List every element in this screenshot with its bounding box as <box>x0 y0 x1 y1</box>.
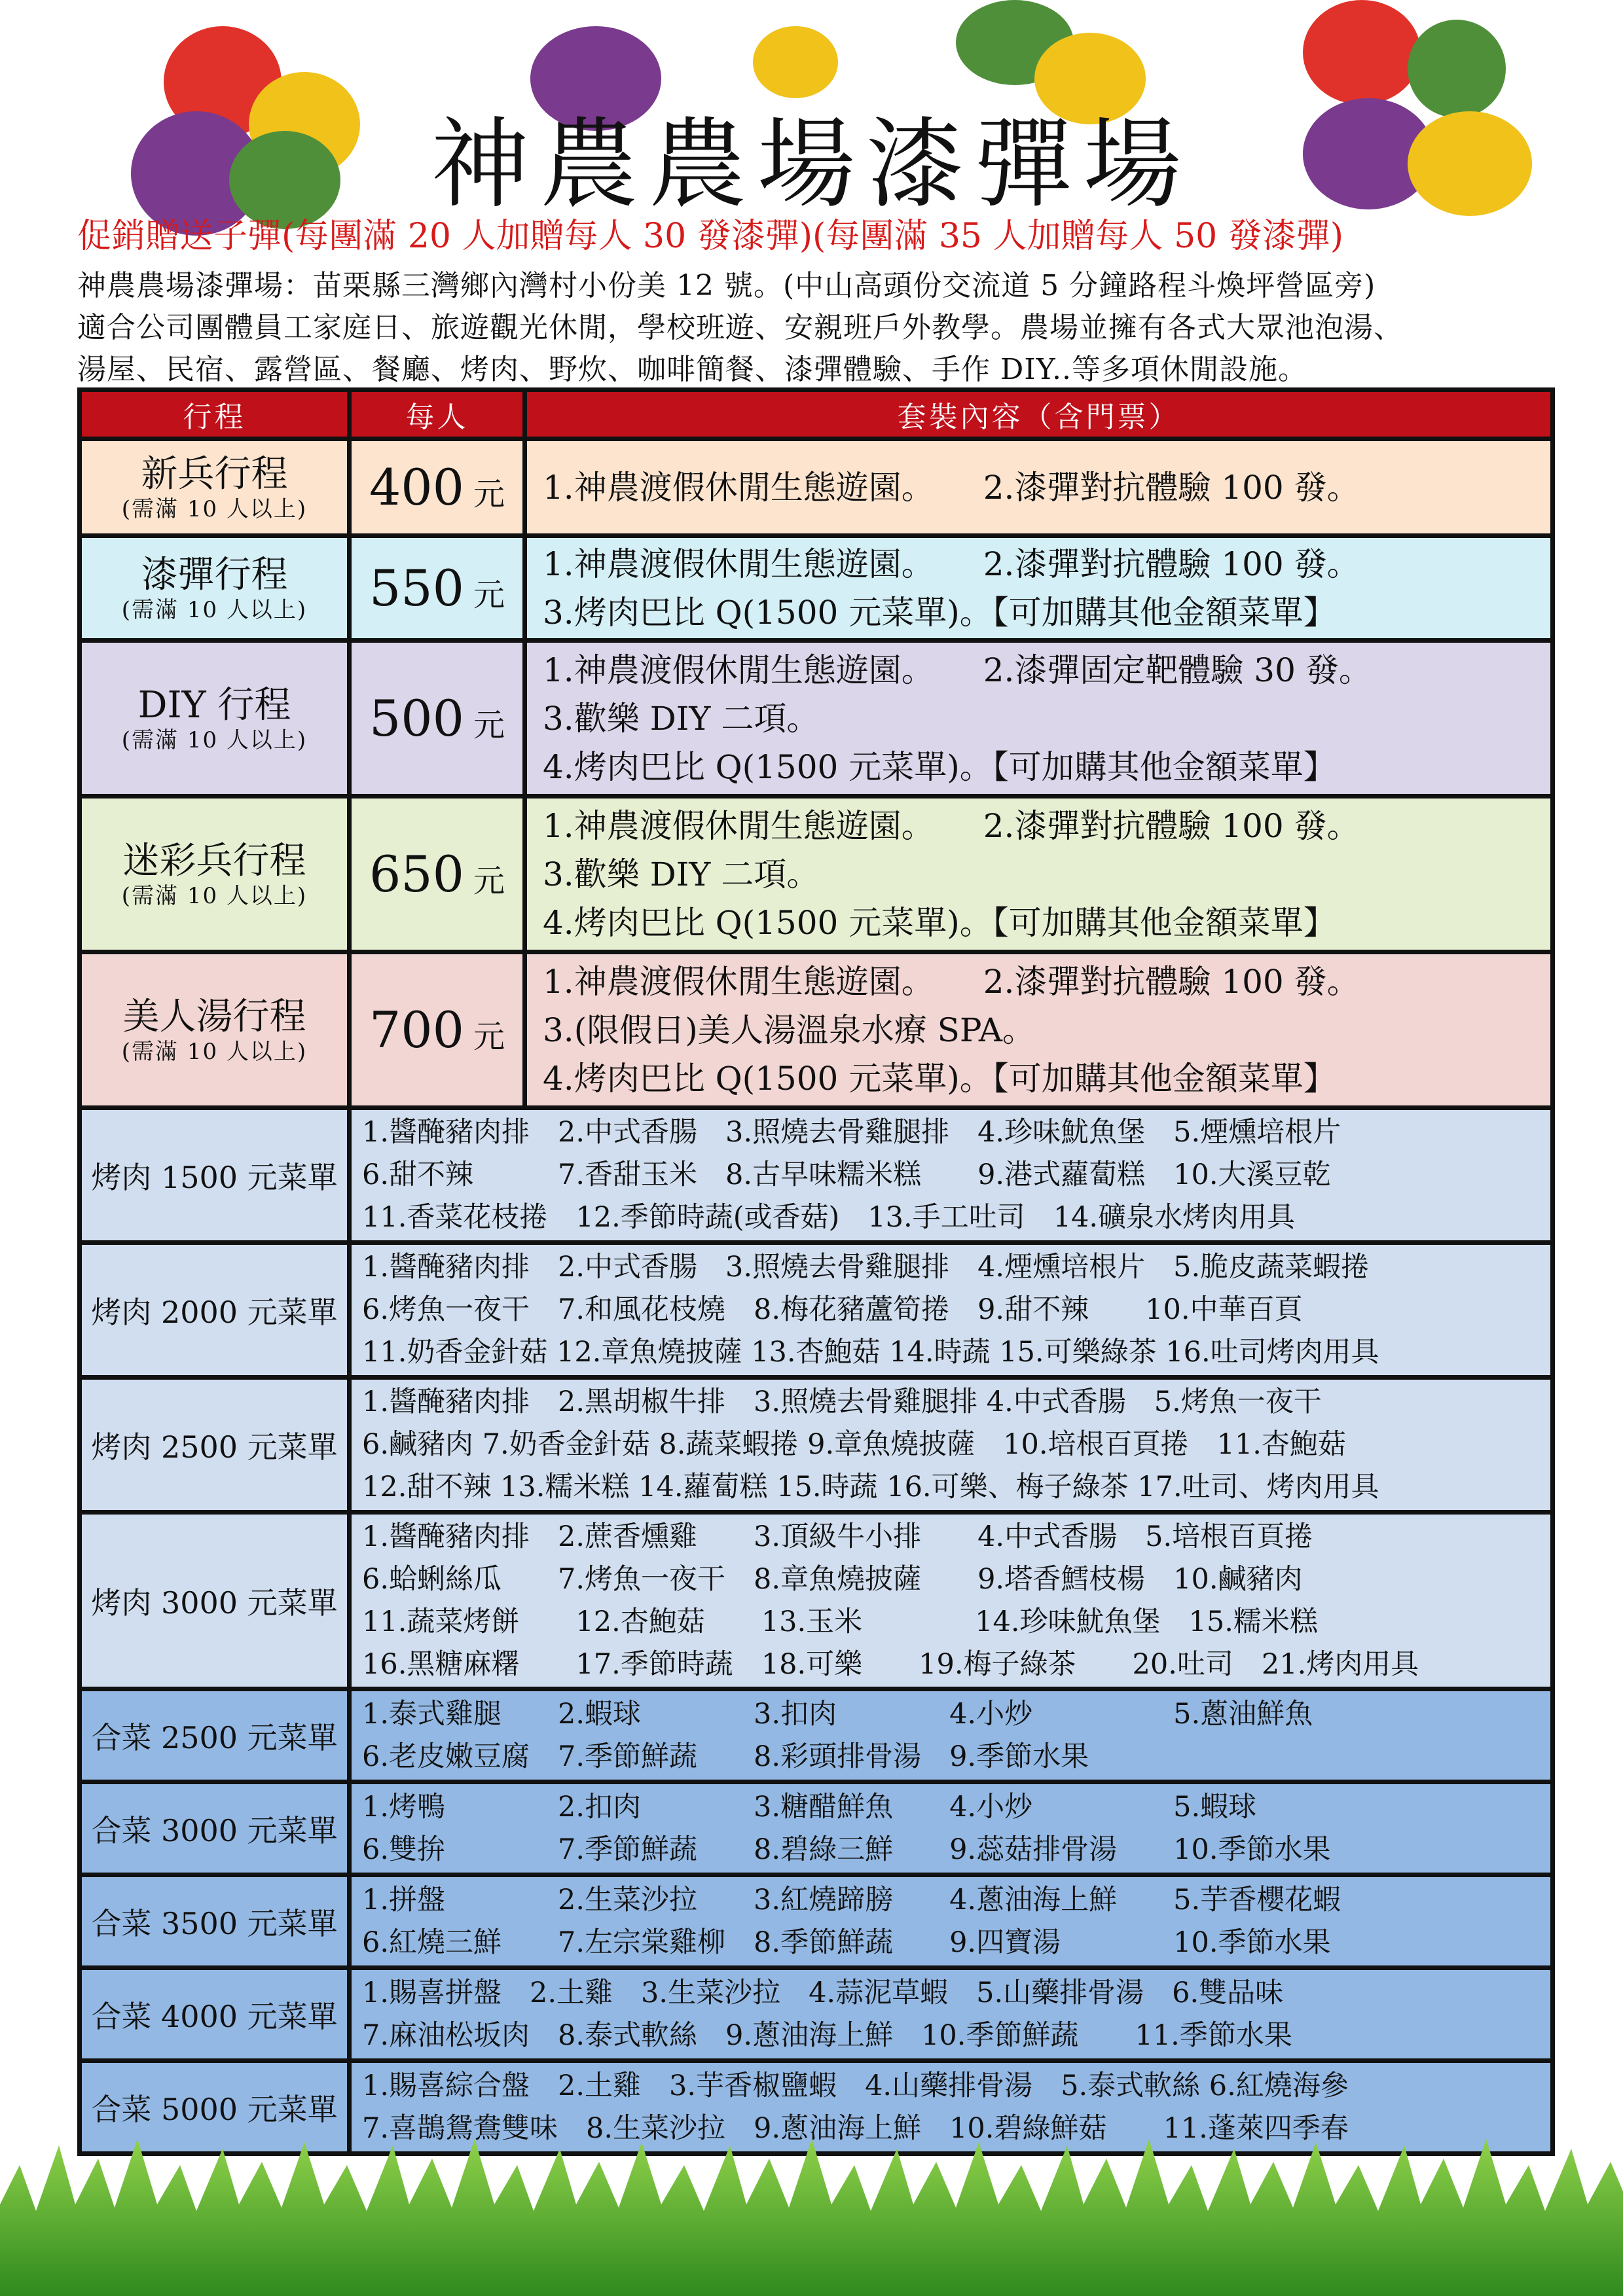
price-unit: 元 <box>473 863 505 899</box>
bbq-menu-1500 <box>80 1108 1553 1243</box>
price-table <box>77 387 1555 2156</box>
menu-line: 1.拼盤 2.生菜沙拉 3.紅燒蹄膀 4.蔥油海上鮮 5.芋香櫻花蝦 <box>362 1883 1341 1916</box>
menu-line: 12.甜不辣 13.糯米糕 14.蘿蔔糕 15.時蔬 16.可樂、梅子綠茶 17.吐司、烤肉用具 <box>362 1471 1379 1503</box>
menu-line: 1.泰式雞腿 2.蝦球 3.扣肉 4.小炒 5.蔥油鮮魚 <box>362 1697 1313 1731</box>
menu-name: 烤肉 2500 元菜單 <box>80 1378 350 1513</box>
plan-content-line: 4.烤肉巴比 Q(1500 元菜單)。【可加購其他金額菜單】 <box>543 1059 1336 1098</box>
dish-menu-4000 <box>80 1968 1553 2061</box>
intro-line-1: 神農農場漆彈場：苗栗縣三灣鄉內灣村小份美 12 號。(中山高頭份交流道 5 分鐘路程斗煥坪營區旁) <box>77 269 1376 302</box>
menu-line: 16.黑糖麻糬 17.季節時蔬 18.可樂 19.梅子綠茶 20.吐司 21.烤肉用具 <box>362 1647 1419 1681</box>
price-unit: 元 <box>473 707 505 744</box>
menu-name: 烤肉 1500 元菜單 <box>80 1108 350 1243</box>
promo-text: 促銷贈送子彈(每團滿 20 人加贈每人 30 發漆彈)(每團滿 35 人加贈每人 50 發漆彈) <box>77 217 1344 256</box>
plan-price: 650 <box>369 845 465 903</box>
menu-line: 1.醬醃豬肉排 2.蔗香燻雞 3.頂級牛小排 4.中式香腸 5.培根百頁捲 <box>362 1520 1313 1553</box>
menu-line: 7.喜鵲鴛鴦雙味 8.生菜沙拉 9.蔥油海上鮮 10.碧綠鮮菇 11.蓬萊四季春 <box>362 2111 1349 2145</box>
menu-name: 合菜 2500 元菜單 <box>80 1689 350 1782</box>
plan-content-line: 4.烤肉巴比 Q(1500 元菜單)。【可加購其他金額菜單】 <box>543 903 1336 942</box>
grass-border-decoration <box>0 2126 1623 2296</box>
plan-content-line: 1.神農渡假休閒生態遊園。 2.漆彈對抗體驗 100 發。 <box>543 545 1360 583</box>
header-price: 每人 <box>350 390 525 439</box>
plan-content-line: 1.神農渡假休閒生態遊園。 2.漆彈固定靶體驗 30 發。 <box>543 651 1372 689</box>
menu-name: 合菜 4000 元菜單 <box>80 1968 350 2061</box>
plan-name: 漆彈行程 <box>141 553 288 596</box>
plan-row-spa <box>80 952 1553 1108</box>
menu-name: 烤肉 3000 元菜單 <box>80 1513 350 1689</box>
header-plan: 行程 <box>80 390 350 439</box>
plan-name: DIY 行程 <box>137 683 291 726</box>
menu-line: 1.賜喜拼盤 2.土雞 3.生菜沙拉 4.蒜泥草蝦 5.山藥排骨湯 6.雙品味 <box>362 1976 1284 2009</box>
plan-row-paintball <box>80 536 1553 641</box>
menu-line: 6.鹹豬肉 7.奶香金針菇 8.蔬菜蝦捲 9.章魚燒披薩 10.培根百頁捲 11.杏鮑菇 <box>362 1428 1346 1461</box>
menu-line: 1.烤鴨 2.扣肉 3.糖醋鮮魚 4.小炒 5.蝦球 <box>362 1790 1257 1823</box>
table-header-row <box>80 390 1553 439</box>
plan-price: 700 <box>369 1001 465 1059</box>
plan-row-diy <box>80 641 1553 797</box>
page-title: 神農農場漆彈場 <box>431 108 1192 222</box>
menu-line: 6.紅燒三鮮 7.左宗棠雞柳 8.季節鮮蔬 9.四寶湯 10.季節水果 <box>362 1926 1331 1959</box>
plan-content-line: 3.歡樂 DIY 二項。 <box>543 699 820 738</box>
plan-requirement: (需滿 10 人以上) <box>121 495 308 522</box>
plan-requirement: (需滿 10 人以上) <box>121 596 308 623</box>
menu-name: 合菜 3500 元菜單 <box>80 1875 350 1968</box>
plan-content-line: 3.烤肉巴比 Q(1500 元菜單)。【可加購其他金額菜單】 <box>543 593 1336 632</box>
menu-line: 1.醬醃豬肉排 2.中式香腸 3.照燒去骨雞腿排 4.珍味魷魚堡 5.煙燻培根片 <box>362 1116 1341 1149</box>
menu-line: 11.香菜花枝捲 12.季節時蔬(或香菇) 13.手工吐司 14.礦泉水烤肉用具 <box>362 1201 1296 1234</box>
menu-line: 6.甜不辣 7.香甜玉米 8.古早味糯米糕 9.港式蘿蔔糕 10.大溪豆乾 <box>362 1158 1331 1191</box>
menu-line: 11.蔬菜烤餅 12.杏鮑菇 13.玉米 14.珍味魷魚堡 15.糯米糕 <box>362 1605 1318 1638</box>
plan-row-recruit <box>80 439 1553 536</box>
menu-line: 6.雙拚 7.季節鮮蔬 8.碧綠三鮮 9.蕊菇排骨湯 10.季節水果 <box>362 1833 1331 1866</box>
dish-menu-3500 <box>80 1875 1553 1968</box>
plan-requirement: (需滿 10 人以上) <box>121 726 308 753</box>
menu-line: 1.醬醃豬肉排 2.黑胡椒牛排 3.照燒去骨雞腿排 4.中式香腸 5.烤魚一夜干 <box>362 1386 1322 1418</box>
plan-content-line: 3.(限假日)美人湯溫泉水療 SPA。 <box>543 1011 1036 1049</box>
intro-line-3: 湯屋、民宿、露營區、餐廳、烤肉、野炊、咖啡簡餐、漆彈體驗、手作 DIY..等多項休閒設施。 <box>77 353 1307 386</box>
menu-name: 合菜 3000 元菜單 <box>80 1782 350 1875</box>
plan-name: 美人湯行程 <box>122 995 306 1038</box>
plan-price: 400 <box>369 458 465 516</box>
price-unit: 元 <box>473 1018 505 1055</box>
plan-content-line: 3.歡樂 DIY 二項。 <box>543 855 820 893</box>
bbq-menu-2000 <box>80 1243 1553 1378</box>
menu-line: 7.麻油松坂肉 8.泰式軟絲 9.蔥油海上鮮 10.季節鮮蔬 11.季節水果 <box>362 2018 1292 2052</box>
plan-content-line: 1.神農渡假休閒生態遊園。 2.漆彈對抗體驗 100 發。 <box>543 962 1360 1001</box>
dish-menu-2500 <box>80 1689 1553 1782</box>
bbq-menu-3000 <box>80 1513 1553 1689</box>
plan-row-camo <box>80 797 1553 952</box>
intro-line-2: 適合公司團體員工家庭日、旅遊觀光休閒，學校班遊、安親班戶外教學。農場並擁有各式大眾池泡湯、 <box>77 311 1403 344</box>
plan-content-line: 1.神農渡假休閒生態遊園。 2.漆彈對抗體驗 100 發。 <box>543 468 1360 507</box>
menu-line: 1.醬醃豬肉排 2.中式香腸 3.照燒去骨雞腿排 4.煙燻培根片 5.脆皮蔬菜蝦捲 <box>362 1251 1370 1283</box>
price-unit: 元 <box>473 476 505 512</box>
menu-line: 1.賜喜綜合盤 2.土雞 3.芋香椒鹽蝦 4.山藥排骨湯 5.泰式軟絲 6.紅燒海參 <box>362 2069 1349 2102</box>
price-unit: 元 <box>473 577 505 613</box>
plan-content-line: 1.神農渡假休閒生態遊園。 2.漆彈對抗體驗 100 發。 <box>543 806 1360 845</box>
plan-price: 550 <box>369 559 465 617</box>
menu-line: 11.奶香金針菇 12.章魚燒披薩 13.杏鮑菇 14.時蔬 15.可樂綠茶 16.吐司烤肉用具 <box>362 1336 1379 1369</box>
menu-name: 合菜 5000 元菜單 <box>80 2061 350 2154</box>
menu-line: 6.烤魚一夜干 7.和風花枝燒 8.梅花豬蘆筍捲 9.甜不辣 10.中華百頁 <box>362 1293 1303 1326</box>
plan-requirement: (需滿 10 人以上) <box>121 882 308 909</box>
bbq-menu-2500 <box>80 1378 1553 1513</box>
menu-line: 6.蛤蜊絲瓜 7.烤魚一夜干 8.章魚燒披薩 9.塔香鱈枝楊 10.鹹豬肉 <box>362 1562 1303 1596</box>
plan-price: 500 <box>369 689 465 747</box>
plan-requirement: (需滿 10 人以上) <box>121 1038 308 1065</box>
header-content: 套裝內容（含門票） <box>525 390 1553 439</box>
plan-content-line: 4.烤肉巴比 Q(1500 元菜單)。【可加購其他金額菜單】 <box>543 747 1336 786</box>
plan-name: 迷彩兵行程 <box>122 839 306 882</box>
menu-line: 6.老皮嫩豆腐 7.季節鮮蔬 8.彩頭排骨湯 9.季節水果 <box>362 1740 1089 1773</box>
menu-name: 烤肉 2000 元菜單 <box>80 1243 350 1378</box>
dish-menu-3000 <box>80 1782 1553 1875</box>
plan-name: 新兵行程 <box>141 452 288 495</box>
